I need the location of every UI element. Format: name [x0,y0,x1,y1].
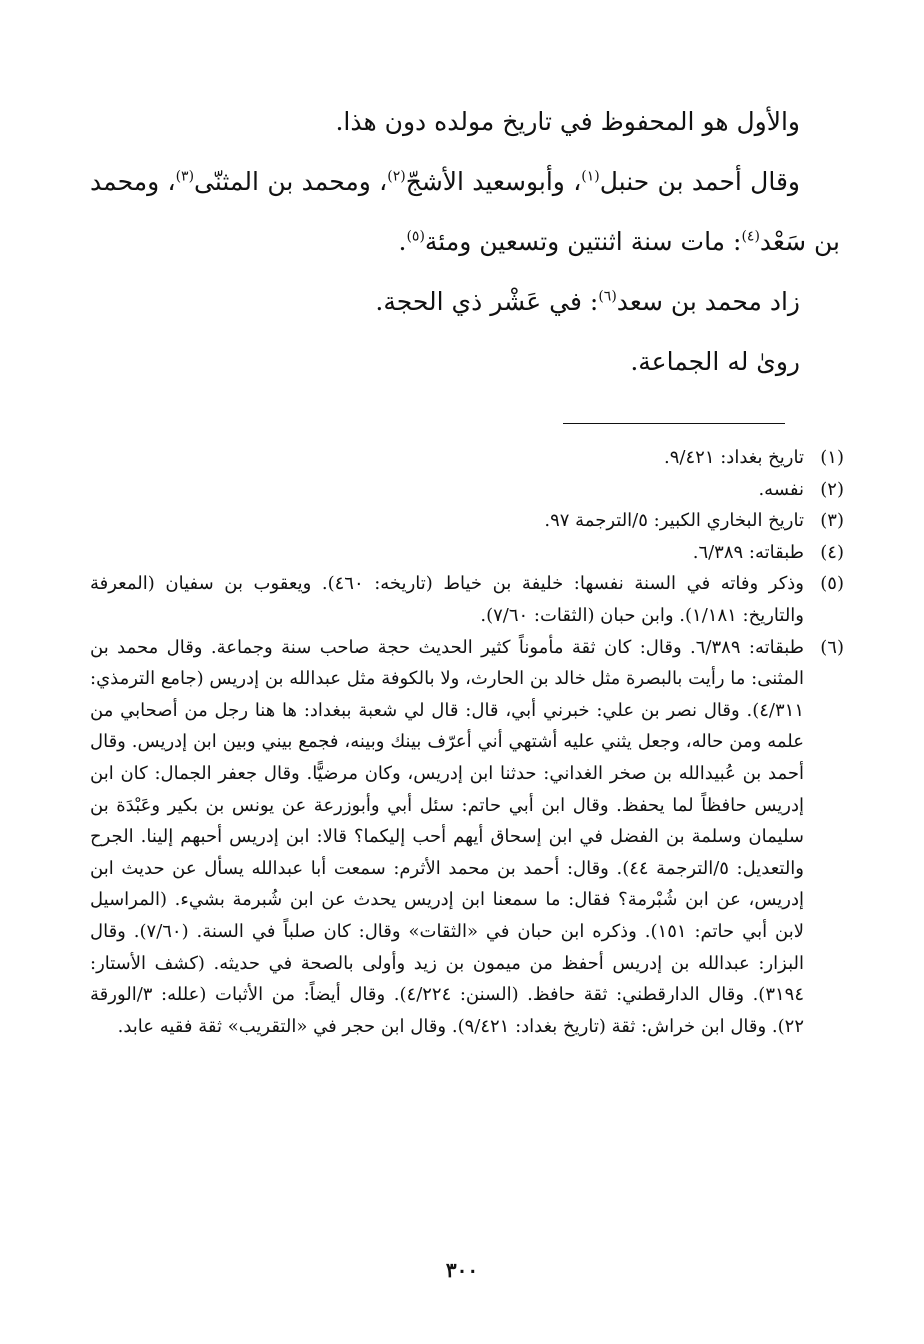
footnote-number: (٥) [820,573,844,595]
footnote-text: طبقاته: ٦/٣٨٩. [692,541,804,563]
text-run: ، وأبوسعيد الأشجّ [405,167,582,196]
paragraph-1: والأول هو المحفوظ في تاريخ مولده دون هذا. [335,107,800,136]
page-number: ٣٠٠ [445,1258,479,1282]
text-run: وقال أحمد بن حنبل [599,167,800,196]
footnote-number: (٤) [820,541,844,563]
paragraph-4: روىٰ له الجماعة. [630,347,800,376]
text-run: . [398,227,407,256]
footnote-ref-2: (٢) [387,168,406,185]
footnote-1 [90,442,844,474]
text-run: ، ومحمد بن المثنّى [194,167,388,196]
footnote-ref-1: (١) [581,168,600,185]
footnote-ref-4: (٤) [741,228,760,245]
footnote-text: تاريخ بغداد: ٩/٤٢١. [664,447,804,468]
paragraph-3 [90,272,840,332]
footnote-number: (٣) [820,510,844,532]
footnote-6 [90,632,844,1043]
footnote-separator [563,423,785,424]
footnote-number: (٦) [820,636,844,658]
footnote-3 [90,505,844,537]
footnotes [90,442,844,1042]
footnote-ref-3: (٣) [175,168,195,185]
footnote-ref-6: (٦) [598,288,617,305]
text-run: : مات سنة اثنتين وتسعين ومئة [424,227,742,256]
text-run: : في عَشْر ذي الحجة. [375,287,599,316]
main-text [90,92,840,392]
footnote-text: طبقاته: ٦/٣٨٩. وقال: كان ثقة مأموناً كثير الحديث حجة صاحب سنة وجماعة. وقال محمد بن المثنى: ما رأيت بالبصرة مثل خالد بن الحارث، ولا بالكوفة مثل عبدالله بن إدريس (جامع الترمذي: ٤/٣١١). وقال نصر بن علي: خبرني أبي، قال: قال لي شعبة ببغداد: ها هنا رجل من أصحابي من علمه ومن حاله، وجعل يثني عليه أشتهي أني أعرّف بينك وبينه، فجمع بيني وبين ابن إدريس. وقال أحمد بن عُبيدالله بن صخر الغداني: حدثنا ابن إدريس، وكان مرضيًّا. وقال جعفر الجمال: كان ابن إدريس حافظاً لما يحفظ. وقال ابن أبي حاتم: سئل أبي وأبوزرعة عن يونس بن بكير وعَبْدَة بن سليمان وسلمة بن الفضل في ابن إسحاق أيهم أحب إليكما؟ قالا: ابن إدريس أحبهم إلينا. الجرح والتعديل: ٥/الترجمة ٤٤). وقال: أحمد بن محمد الأثرم: سمعت أبا عبدالله يسأل عن حديث ابن إدريس، عن ابن شُبْرمة؟ فقال: ما سمعنا ابن إدريس يحدث عن ابن شُبرمة بشيء. (المراسيل لابن أبي حاتم: ١٥١). وذكره ابن حبان في «الثقات» وقال: كان صلباً في السنة. (٧/٦٠). وقال البزار: عبدالله بن إدريس أحفظ من ميمون بن زيد وأولى بالصحة في حديثه. (كشف الأستار: ٣١٩٤). وقال الدارقطني: ثقة حافظ. (السنن: ٤/٢٢٤). وقال أيضاً: من الأثبات (علله: ٣/الورقة ٢٢). وقال ابن خراش: ثقة (تاريخ بغداد: ٩/٤٢١). وقال ابن حجر في «التقريب» ثقة فقيه عابد. [90,636,805,1037]
text-run: زاد محمد بن سعد [616,287,800,316]
text-run: ، ومحمد بن سَعْد [90,167,840,256]
footnote-ref-5: (٥) [406,228,425,245]
footnote-4 [90,537,844,569]
footnote-2 [90,474,844,506]
footnote-5 [90,568,844,631]
footnote-number: (١) [820,447,844,468]
footnote-text: نفسه. [758,478,804,500]
footnote-text: تاريخ البخاري الكبير: ٥/الترجمة ٩٧. [544,510,804,532]
footnote-number: (٢) [820,478,844,500]
paragraph-2 [90,152,840,272]
footnote-text: وذكر وفاته في السنة نفسها: خليفة بن خياط (تاريخه: ٤٦٠). ويعقوب بن سفيان (المعرفة والتاريخ: ١/١٨١). وابن حبان (الثقات: ٧/٦٠). [90,573,804,626]
